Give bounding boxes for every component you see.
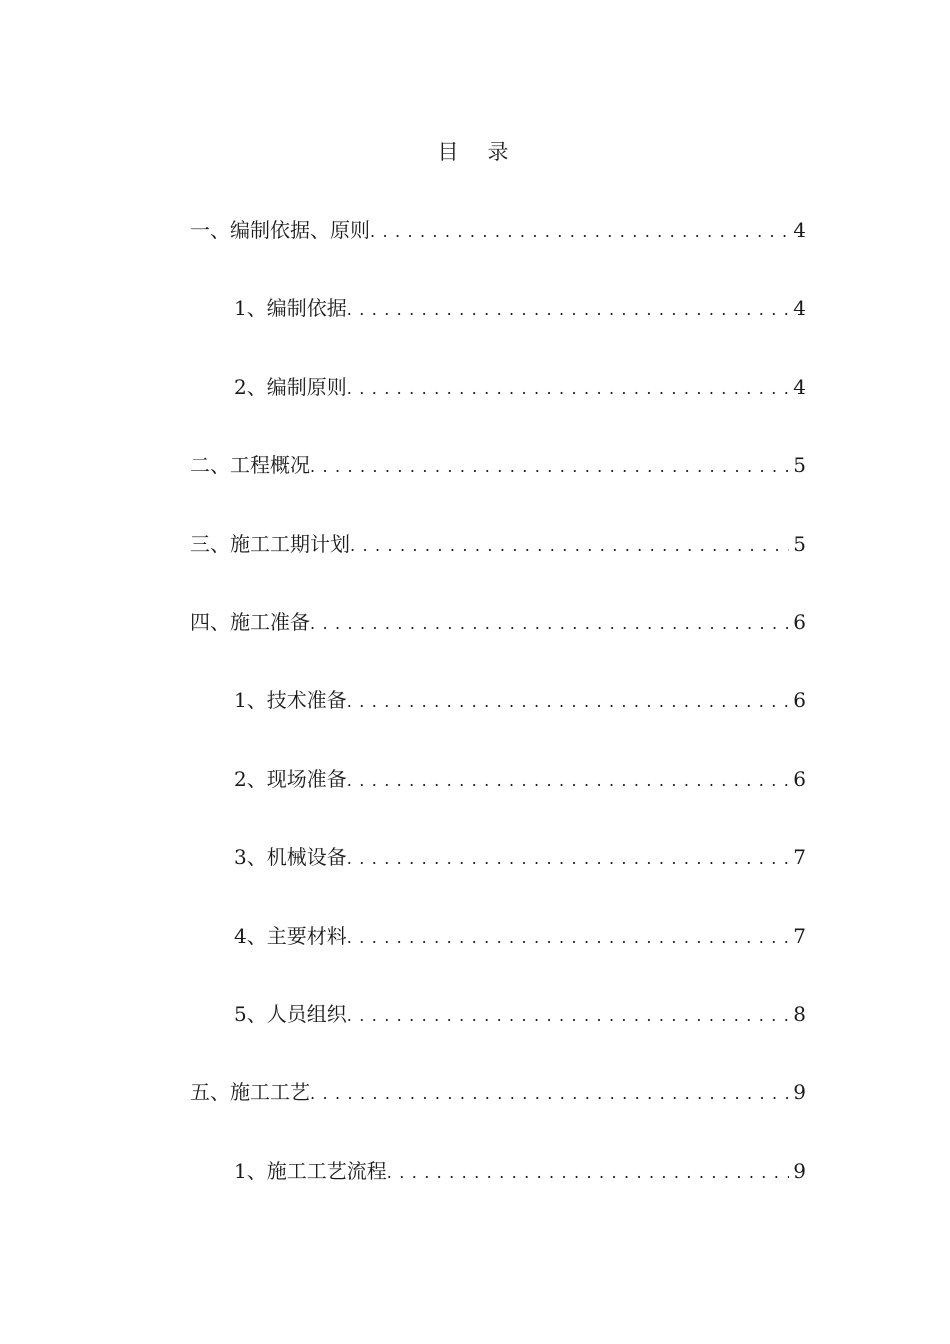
- toc-entry-label: 5、人员组织: [234, 1001, 347, 1026]
- toc-entry-page-number: 9: [793, 1158, 806, 1183]
- toc-entry-page-number: 7: [793, 923, 806, 948]
- toc-entry[interactable]: [190, 916, 806, 994]
- toc-entry-label: 三、施工工期计划: [190, 531, 350, 556]
- toc-entry-label: 3、机械设备: [234, 845, 347, 870]
- toc-entry[interactable]: [190, 524, 806, 602]
- toc-dot-leader: [347, 996, 790, 1036]
- toc-entry-page-number: 4: [793, 296, 806, 321]
- toc-entry-page-number: 9: [793, 1080, 806, 1105]
- toc-entry-label: 二、工程概况: [190, 453, 310, 478]
- toc-dot-leader: [370, 212, 789, 252]
- toc-entry-label: 1、编制依据: [234, 296, 347, 321]
- toc-entry-label: 4、主要材料: [234, 923, 347, 948]
- toc-dot-leader: [347, 839, 790, 879]
- toc-dot-leader: [310, 447, 789, 487]
- toc-entry[interactable]: [190, 1072, 806, 1150]
- toc-entry[interactable]: [190, 994, 806, 1072]
- toc-entry[interactable]: [190, 288, 806, 366]
- toc-entry[interactable]: [190, 680, 806, 758]
- toc-dot-leader: [347, 761, 790, 801]
- toc-dot-leader: [347, 682, 790, 722]
- toc-entry-page-number: 6: [793, 688, 806, 713]
- toc-entry-label: 一、编制依据、原则: [190, 218, 370, 242]
- toc-entry-label: 1、技术准备: [234, 688, 347, 713]
- toc-entry-label: 五、施工工艺: [190, 1080, 310, 1105]
- toc-entry-page-number: 5: [793, 453, 806, 478]
- toc-entry[interactable]: [190, 367, 806, 445]
- toc-entry[interactable]: [190, 759, 806, 837]
- toc-entry-page-number: 4: [793, 374, 806, 399]
- toc-title: 目 录: [437, 140, 513, 164]
- toc-entry-page-number: 7: [793, 845, 806, 870]
- toc-entry-page-number: 6: [793, 766, 806, 791]
- toc-entry-label: 四、施工准备: [190, 609, 310, 634]
- toc-dot-leader: [387, 1153, 790, 1193]
- toc-entry[interactable]: [190, 1151, 806, 1229]
- toc-dot-leader: [310, 1074, 789, 1114]
- toc-entry-label: 2、编制原则: [234, 374, 347, 399]
- toc-entry-label: 2、现场准备: [234, 766, 347, 791]
- toc-entry[interactable]: [190, 602, 806, 680]
- toc-entry[interactable]: [190, 837, 806, 915]
- toc-dot-leader: [310, 604, 789, 644]
- toc-entry-page-number: 5: [793, 531, 806, 556]
- toc-dot-leader: [347, 290, 790, 330]
- toc-dot-leader: [347, 369, 790, 409]
- toc-dot-leader: [347, 918, 790, 958]
- toc-entry[interactable]: [190, 445, 806, 523]
- toc-dot-leader: [350, 526, 789, 566]
- toc-entry-label: 1、施工工艺流程: [234, 1158, 387, 1183]
- toc-entry-page-number: 4: [793, 218, 806, 242]
- toc-entry-page-number: 6: [793, 609, 806, 634]
- toc-list: [190, 210, 806, 1229]
- toc-entry[interactable]: [190, 210, 806, 288]
- toc-entry-page-number: 8: [793, 1001, 806, 1026]
